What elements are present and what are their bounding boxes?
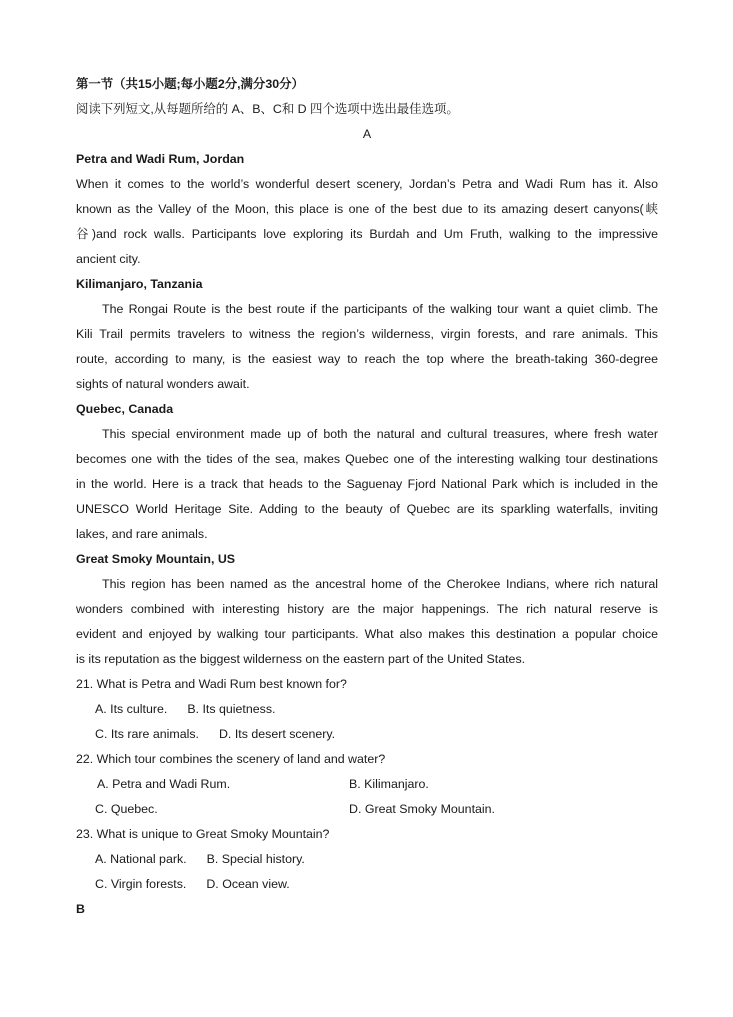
document-page — [76, 72, 658, 922]
section-title: 第一节（共15小题;每小题2分,满分30分） — [76, 77, 304, 91]
heading-great-smoky: Great Smoky Mountain, US — [76, 552, 236, 566]
heading-kilimanjaro: Kilimanjaro, Tanzania — [76, 277, 203, 291]
option-21-c: C. Its rare animals. — [95, 727, 199, 741]
text-line: Kili Trail permits travelers to witness the region’s wilderness, virgin forests, and rare animals. This — [76, 327, 658, 341]
question-23-options-row-2 — [76, 872, 658, 897]
paragraph-great-smoky — [76, 572, 658, 672]
question-23-options-row-1 — [76, 847, 658, 872]
text-line: is its reputation as the biggest wilderness on the eastern part of the United States. — [76, 652, 526, 666]
paragraph-petra — [76, 172, 658, 272]
option-22-a: A. Petra and Wadi Rum. — [97, 777, 231, 791]
option-22-c: C. Quebec. — [95, 802, 158, 816]
question-22-options-row-2 — [76, 797, 658, 822]
section-instruction: 阅读下列短文,从每题所给的 A、B、C和 D 四个选项中选出最佳选项。 — [76, 102, 459, 116]
text-line: UNESCO World Heritage Site. Adding to the beauty of Quebec are its sparkling waterfalls, inviting — [76, 502, 658, 516]
text-line: route, according to many, is the easiest way to reach the top where the breath-taking 360-degree — [76, 352, 658, 366]
paragraph-quebec — [76, 422, 658, 547]
option-21-b: B. Its quietness. — [187, 702, 276, 716]
question-23-stem: 23. What is unique to Great Smoky Mountain? — [76, 827, 330, 841]
text-line: evident and enjoyed by walking tour participants. What also makes this destination a popular choice — [76, 627, 658, 641]
text-line: lakes, and rare animals. — [76, 527, 208, 541]
question-22-options-row-1 — [76, 772, 658, 797]
option-21-a: A. Its culture. — [95, 702, 168, 716]
text-line: ancient city. — [76, 252, 141, 266]
text-line: becomes one with the tides of the sea, makes Quebec one of the interesting walking tour destinations — [76, 452, 658, 466]
passage-letter: A — [362, 127, 372, 141]
text-line: The Rongai Route is the best route if the participants of the walking tour want a quiet climb. The — [102, 302, 658, 316]
text-line: This special environment made up of both the natural and cultural treasures, where fresh water — [102, 427, 658, 441]
text-line: known as the Valley of the Moon, this place is one of the best due to its amazing desert canyons(峡 — [76, 202, 658, 216]
question-21-stem: 21. What is Petra and Wadi Rum best known for? — [76, 677, 347, 691]
heading-quebec: Quebec, Canada — [76, 402, 174, 416]
text-line: 谷)and rock walls. Participants love exploring its Burdah and Um Fruth, walking to the impressive — [76, 227, 658, 241]
question-22-stem: 22. Which tour combines the scenery of land and water? — [76, 752, 386, 766]
heading-petra: Petra and Wadi Rum, Jordan — [76, 152, 245, 166]
option-23-c: C. Virgin forests. — [95, 877, 187, 891]
text-line: in the world. Here is a track that heads to the Saguenay Fjord National Park which is included in the — [76, 477, 658, 491]
question-21-options-row-2 — [76, 722, 658, 747]
text-line: This region has been named as the ancestral home of the Cherokee Indians, where rich natural — [102, 577, 658, 591]
option-23-d: D. Ocean view. — [206, 877, 290, 891]
option-23-a: A. National park. — [95, 852, 187, 866]
paragraph-kilimanjaro — [76, 297, 658, 397]
option-21-d: D. Its desert scenery. — [218, 727, 336, 741]
option-22-d: D. Great Smoky Mountain. — [349, 802, 495, 816]
next-passage-letter: B — [76, 902, 85, 916]
option-22-b: B. Kilimanjaro. — [349, 777, 429, 791]
text-line: wonders combined with interesting history are the major happenings. The rich natural reserve is — [76, 602, 658, 616]
text-line: sights of natural wonders await. — [76, 377, 250, 391]
text-line: When it comes to the world’s wonderful desert scenery, Jordan’s Petra and Wadi Rum has it. Also — [76, 177, 658, 191]
question-21-options-row-1 — [76, 697, 658, 722]
option-23-b: B. Special history. — [206, 852, 305, 866]
